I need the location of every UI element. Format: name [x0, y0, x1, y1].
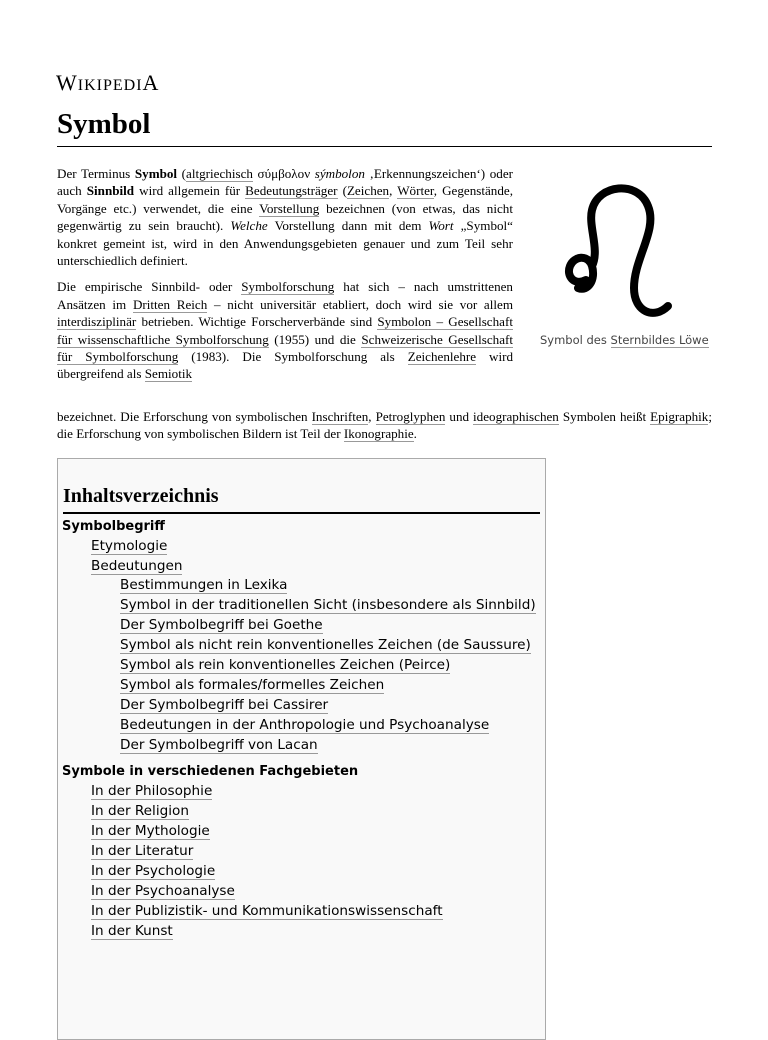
toc-entry-label: Symbol als nicht rein konventionelles Zeichen (de Saussure) — [120, 637, 531, 653]
toc-entry-label: Etymologie — [91, 538, 168, 554]
intro-text — [57, 165, 513, 392]
italic-term: sýmbolon — [314, 166, 365, 181]
text-run: ( — [337, 183, 347, 199]
toc-entry-link[interactable] — [91, 783, 212, 799]
text-run: hat sich – nach umstrittenen Ansätzen im — [57, 279, 513, 312]
text-run: (1955) und die — [268, 331, 362, 347]
toc-entry-link[interactable] — [91, 803, 189, 819]
text-run: ‚Erkennungszeichen‘) oder auch — [57, 166, 513, 199]
toc-entry-label: In der Literatur — [91, 843, 194, 859]
toc-entry-label: Symbol als formales/formelles Zeichen — [120, 677, 385, 693]
italic-term: Wort — [428, 218, 454, 234]
toc-entry-label: Bedeutungen in der Anthropologie und Psychoanalyse — [120, 717, 490, 733]
toc-entry-label: Symbol als rein konventionelles Zeichen (Peirce) — [120, 657, 451, 673]
leo-symbol-figure — [540, 170, 712, 348]
table-of-contents — [57, 458, 546, 1040]
toc-entry-link[interactable] — [120, 617, 323, 633]
text-run: wird allgemein für — [134, 183, 246, 199]
text-run: Vorstellung dann mit dem — [267, 218, 429, 234]
toc-entry-label: In der Psychologie — [91, 863, 216, 879]
wikipedia-wordmark[interactable] — [56, 70, 159, 96]
caption-text: Symbol des — [540, 333, 611, 347]
toc-entry-link[interactable] — [120, 577, 287, 593]
inline-link[interactable]: Dritten Reich — [132, 296, 208, 312]
text-run: Die empirische Sinnbild- oder — [57, 279, 242, 295]
toc-entry-label: In der Mythologie — [91, 823, 210, 839]
toc-entry-link[interactable] — [91, 843, 193, 859]
inline-link[interactable]: Petroglyphen — [375, 409, 446, 424]
toc-divider — [63, 512, 540, 514]
inline-link[interactable]: Ikonographie — [343, 426, 414, 442]
toc-entry-link[interactable] — [91, 883, 235, 899]
toc-entry-label: Symbolbegriff — [62, 519, 165, 534]
toc-entry-link[interactable] — [91, 863, 215, 879]
inline-link[interactable]: Symbolon – Gesellschaft für wissenschaftliche Symbolforschung — [57, 314, 513, 347]
text-run: bezeichnen (von etwas, das nicht gegenwärtig zu sein braucht). — [57, 200, 513, 234]
wordmark-a: A — [142, 70, 160, 95]
toc-section-link[interactable] — [62, 519, 165, 534]
inline-link[interactable]: Schweizerische Gesellschaft für Symbolforschung — [57, 331, 514, 365]
toc-entry-link[interactable] — [91, 903, 443, 919]
toc-entry-label: In der Kunst — [91, 923, 173, 939]
text-run: Der Terminus — [57, 166, 135, 181]
toc-entry-label: Symbol in der traditionellen Sicht (insbesondere als Sinnbild) — [120, 597, 536, 613]
toc-entry-link[interactable] — [120, 677, 384, 693]
intro-paragraph-1 — [57, 165, 513, 269]
bold-term: Symbol — [134, 166, 178, 181]
inline-link[interactable]: altgriechisch — [186, 166, 253, 181]
toc-entry-label: In der Psychoanalyse — [91, 883, 235, 899]
toc-entry-label: Der Symbolbegriff von Lacan — [120, 737, 318, 753]
toc-entry-label: Symbole in verschiedenen Fachgebieten — [62, 764, 359, 779]
inline-link[interactable]: Zeichenlehre — [407, 349, 477, 365]
text-run: σύμβολον — [252, 166, 315, 181]
text-run: ; die Erforschung von symbolischen Bildern ist Teil der — [57, 409, 712, 442]
text-run: (1983). Die Symbolforschung als — [178, 349, 408, 365]
page-title: Symbol — [57, 108, 151, 140]
text-run: , Gegenstände, Vorgänge etc.) verwendet, die eine — [57, 183, 513, 216]
toc-entry-label: Bestimmungen in Lexika — [120, 577, 288, 593]
leo-zodiac-icon[interactable] — [562, 170, 682, 320]
inline-link[interactable]: Bedeutungsträger — [245, 183, 338, 199]
toc-entry-label: In der Religion — [91, 803, 189, 819]
italic-term: Welche — [230, 218, 268, 234]
toc-entry-link[interactable] — [91, 558, 182, 574]
text-run: . — [413, 426, 417, 442]
bold-term: Sinnbild — [86, 183, 135, 199]
toc-entry-label: Der Symbolbegriff bei Cassirer — [120, 697, 329, 713]
inline-link[interactable]: interdisziplinär — [57, 314, 137, 330]
inline-link[interactable]: Epigraphik — [650, 409, 709, 424]
toc-title: Inhaltsverzeichnis — [63, 485, 219, 507]
toc-entry-label: In der Publizistik- und Kommunikationswissenschaft — [91, 903, 443, 919]
inline-link[interactable]: Wörter — [397, 183, 434, 199]
toc-entry-link[interactable] — [91, 823, 210, 839]
toc-entry-link[interactable] — [120, 637, 531, 653]
toc-entry-label: In der Philosophie — [91, 783, 213, 799]
inline-link[interactable]: Semiotik — [144, 366, 193, 382]
intro-paragraph-2 — [57, 278, 513, 382]
text-run: , — [389, 183, 398, 199]
text-run: bezeichnet. Die Erforschung von symbolischen — [57, 409, 312, 424]
inline-link[interactable]: ideographischen — [473, 409, 559, 424]
toc-entry-label: Bedeutungen — [91, 558, 183, 574]
wordmark-middle: IKIPEDI — [77, 77, 143, 94]
text-run: , — [368, 409, 376, 424]
intro-paragraph-2-continued — [57, 408, 712, 443]
toc-section-link[interactable] — [62, 764, 358, 779]
text-run: – nicht universitär etabliert, doch wird sie vor allem — [207, 296, 514, 312]
inline-link[interactable]: Symbolforschung — [241, 279, 335, 295]
wordmark-w: W — [56, 70, 78, 95]
toc-entry-link[interactable] — [91, 923, 173, 939]
toc-entry-link[interactable] — [120, 717, 489, 733]
figure-caption — [540, 332, 712, 348]
text-run: und — [445, 409, 474, 424]
toc-entry-link[interactable] — [120, 657, 450, 673]
text-run: ( — [177, 166, 187, 181]
toc-entry-link[interactable] — [91, 538, 167, 554]
toc-entry-link[interactable] — [120, 737, 318, 753]
toc-entry-link[interactable] — [120, 697, 328, 713]
text-run: betrieben. Wichtige Forscherverbände sind — [136, 314, 378, 330]
title-divider — [57, 146, 712, 147]
toc-entry-label: Der Symbolbegriff bei Goethe — [120, 617, 323, 633]
text-run: Symbolen heißt — [558, 409, 651, 424]
toc-entry-link[interactable] — [120, 597, 536, 613]
text-run: „Symbol“ konkret gemeint ist, wird in den Anwendungsgebieten genauer und zum Teil sehr unterschiedlich definiert. — [57, 218, 513, 269]
inline-link[interactable]: Zeichen — [346, 183, 390, 199]
inline-link[interactable]: Inschriften — [311, 409, 369, 424]
text-run: wird übergreifend als — [57, 349, 513, 382]
caption-link[interactable]: Sternbildes Löwe — [610, 333, 709, 347]
inline-link[interactable]: Vorstellung — [259, 200, 320, 216]
